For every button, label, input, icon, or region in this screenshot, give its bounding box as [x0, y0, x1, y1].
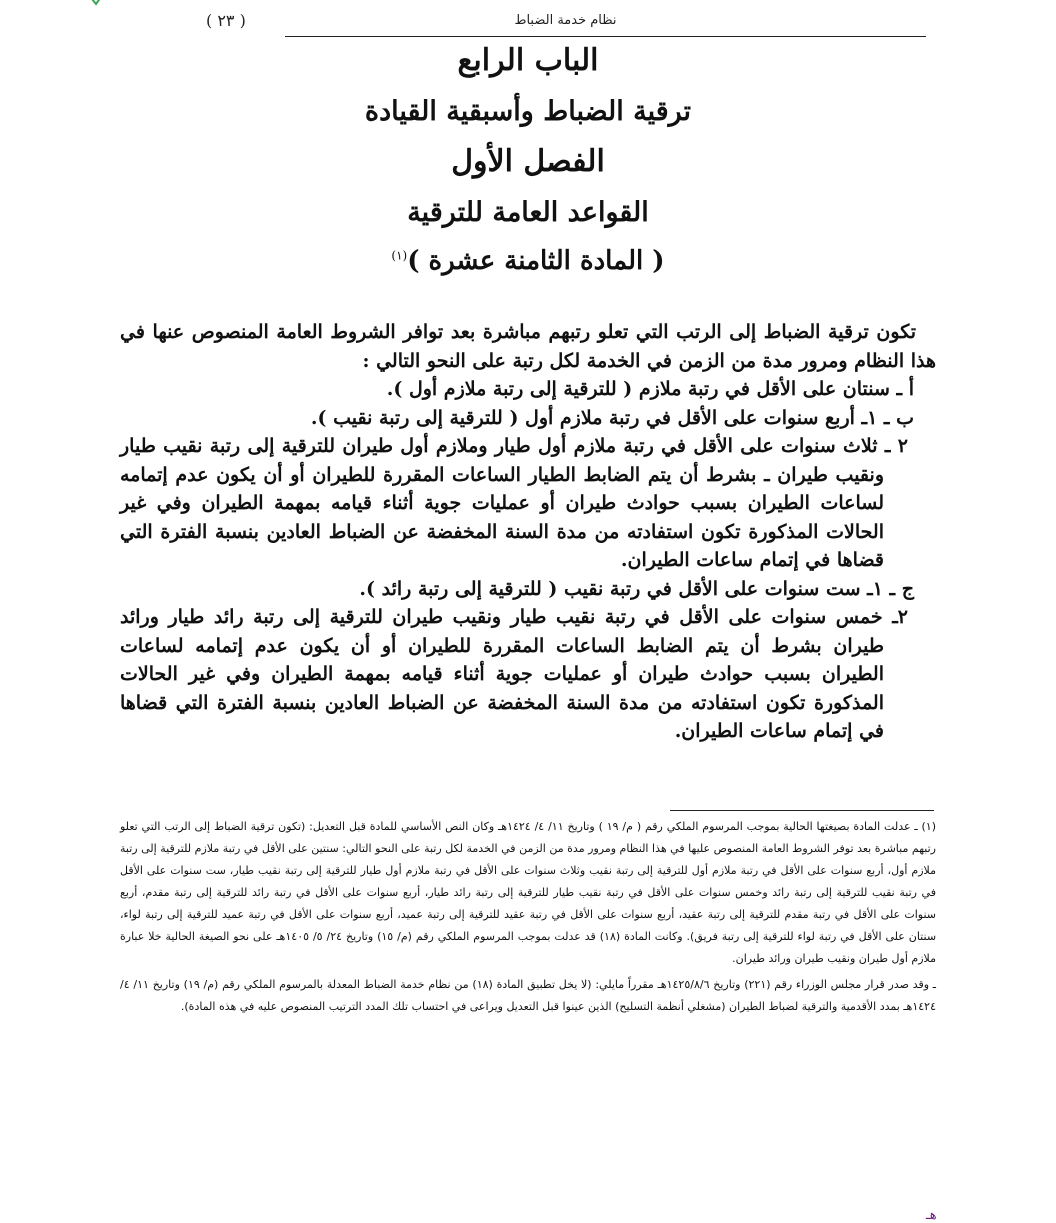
footnotes [120, 816, 936, 1018]
chapter-heading: الفصل الأول [451, 144, 605, 179]
article-title: ( المادة الثامنة عشرة ) [407, 246, 665, 276]
section-headings [160, 40, 896, 274]
stray-mark: هـ [926, 1208, 937, 1223]
running-title: نظام خدمة الضباط [514, 12, 617, 28]
clause-b-2: ٢ ـ ثلاث سنوات على الأقل في رتبة ملازم أول طيار وملازم أول طيران للترقية إلى رتبة نقيب طيار ونقيب طيران ـ بشرط أن يتم الضابط الطيار الساعات المقررة للطيران أو أن يكون عدم إتمامه لساعات الطيران بسبب حوادث طيران أو عمليات جوية أثناء قيامه بمهمة الطيران وفي غير الحالات المذكورة تكون استفادته من مدة السنة المخفضة عن الضباط العادين بنسبة الفترة التي قضاها في إتمام ساعات الطيران. [120, 435, 908, 571]
chapter-title: القواعد العامة للترقية [407, 197, 649, 228]
corner-check-mark [86, 0, 108, 8]
clause-b-1: ب ـ ١ـ أربع سنوات على الأقل في رتبة ملازم أول ( للترقية إلى رتبة نقيب ). [310, 406, 914, 429]
article-heading [160, 248, 896, 274]
footnote-reference: (١) [391, 248, 408, 263]
header-rule [285, 36, 926, 37]
footnote-rule [670, 810, 934, 811]
footnote-1: (١) ـ عدلت المادة بصيغتها الحالية بموجب المرسوم الملكي رقم ( م/ ١٩ ) وتاريخ ١١/ ٤/ ١٤٢٤هـ وكان النص الأساسي للمادة قبل التعديل: (تكون ترقية الضباط إلى الرتب التي تعلو رتبهم مباشرة بعد توفر الشروط العامة المنصوص عليها في هذا النظام ومرور مدة من الزمن في الخدمة لكل رتبة على النحو التالي: سنتين على الأقل في رتبة ملازم للترقية إلى رتبة ملازم أول، أربع سنوات على الأقل في رتبة ملازم أول للترقية إلى رتبة نقيب وثلاث سنوات على الأقل في رتبة ملازم أول طيار للترقية إلى رتبة نقيب طيار، ست سنوات على الأقل في رتبة نقيب للترقية إلى رتبة رائد وخمس سنوات على الأقل في رتبة نقيب طيار للترقية إلى رتبة رائد طيار، أربع سنوات على الأقل في رتبة رائد للترقية إلى رتبة مقدم، أربع سنوات على الأقل في رتبة مقدم للترقية إلى رتبة عقيد، أربع سنوات على الأقل في رتبة عقيد للترقية إلى رتبة عميد، أربع سنوات على الأقل في رتبة عميد للترقية إلى رتبة لواء، سنتان على الأقل في رتبة لواء للترقية إلى رتبة فريق). وكانت المادة (١٨) قد عدلت بموجب المرسوم الملكي رقم (م/ ١٥) وتاريخ ٢٤/ ٥/ ١٤٠٥هـ على نحو الصيغة الحالية خلا عبارة ملازم أول طيران ونقيب طيران ورائد طيران. [120, 820, 937, 965]
article-body [120, 318, 936, 746]
part-title: ترقية الضباط وأسبقية القيادة [364, 96, 692, 127]
footnote-2: ـ وقد صدر قرار مجلس الوزراء رقم (٢٢١) وتاريخ ١٤٢٥/٨/٦هـ مقرراً مايلي: (لا يخل تطبيق المادة (١٨) من نظام خدمة الضباط المعدلة بالمرسوم الملكي رقم (م/ ١٩) وتاريخ ١١/ ٤/ ١٤٢٤هـ بمدد الأقدمية والترقية لضباط الطيران (مشغلي أنظمة التسليح) الذين عينوا قبل التعديل ويراعى في احتساب تلك المدد الترتيب المنصوص عليه في هذه المادة). [120, 978, 937, 1013]
clause-c-1: ج ـ ١ـ ست سنوات على الأقل في رتبة نقيب ( للترقية إلى رتبة رائد ). [359, 577, 914, 600]
page-number: ( ٢٣ ) [206, 11, 246, 30]
article-intro: تكون ترقية الضباط إلى الرتب التي تعلو رتبهم مباشرة بعد توافر الشروط العامة المنصوص عنها في هذا النظام ومرور مدة من الزمن في الخدمة لكل رتبة على النحو التالي : [120, 321, 936, 372]
part-heading: الباب الرابع [457, 43, 599, 78]
clause-a: أ ـ سنتان على الأقل في رتبة ملازم ( للترقية إلى رتبة ملازم أول ). [386, 378, 914, 400]
running-header [205, 10, 926, 30]
clause-c-2: ٢ـ خمس سنوات على الأقل في رتبة نقيب طيار ونقيب طيران للترقية إلى رتبة رائد طيار ورائد طيران بشرط أن يتم الضابط الساعات المقررة للطيران أو أن يكون عدم إتمامه لساعات الطيران بسبب حوادث طيران أو عمليات جوية أثناء قيامه بمهمة الطيران وفي غير الحالات المذكورة تكون استفادته من مدة السنة المخفضة عن الضباط العادين بنسبة الفترة التي قضاها في إتمام ساعات الطيران. [120, 606, 908, 742]
